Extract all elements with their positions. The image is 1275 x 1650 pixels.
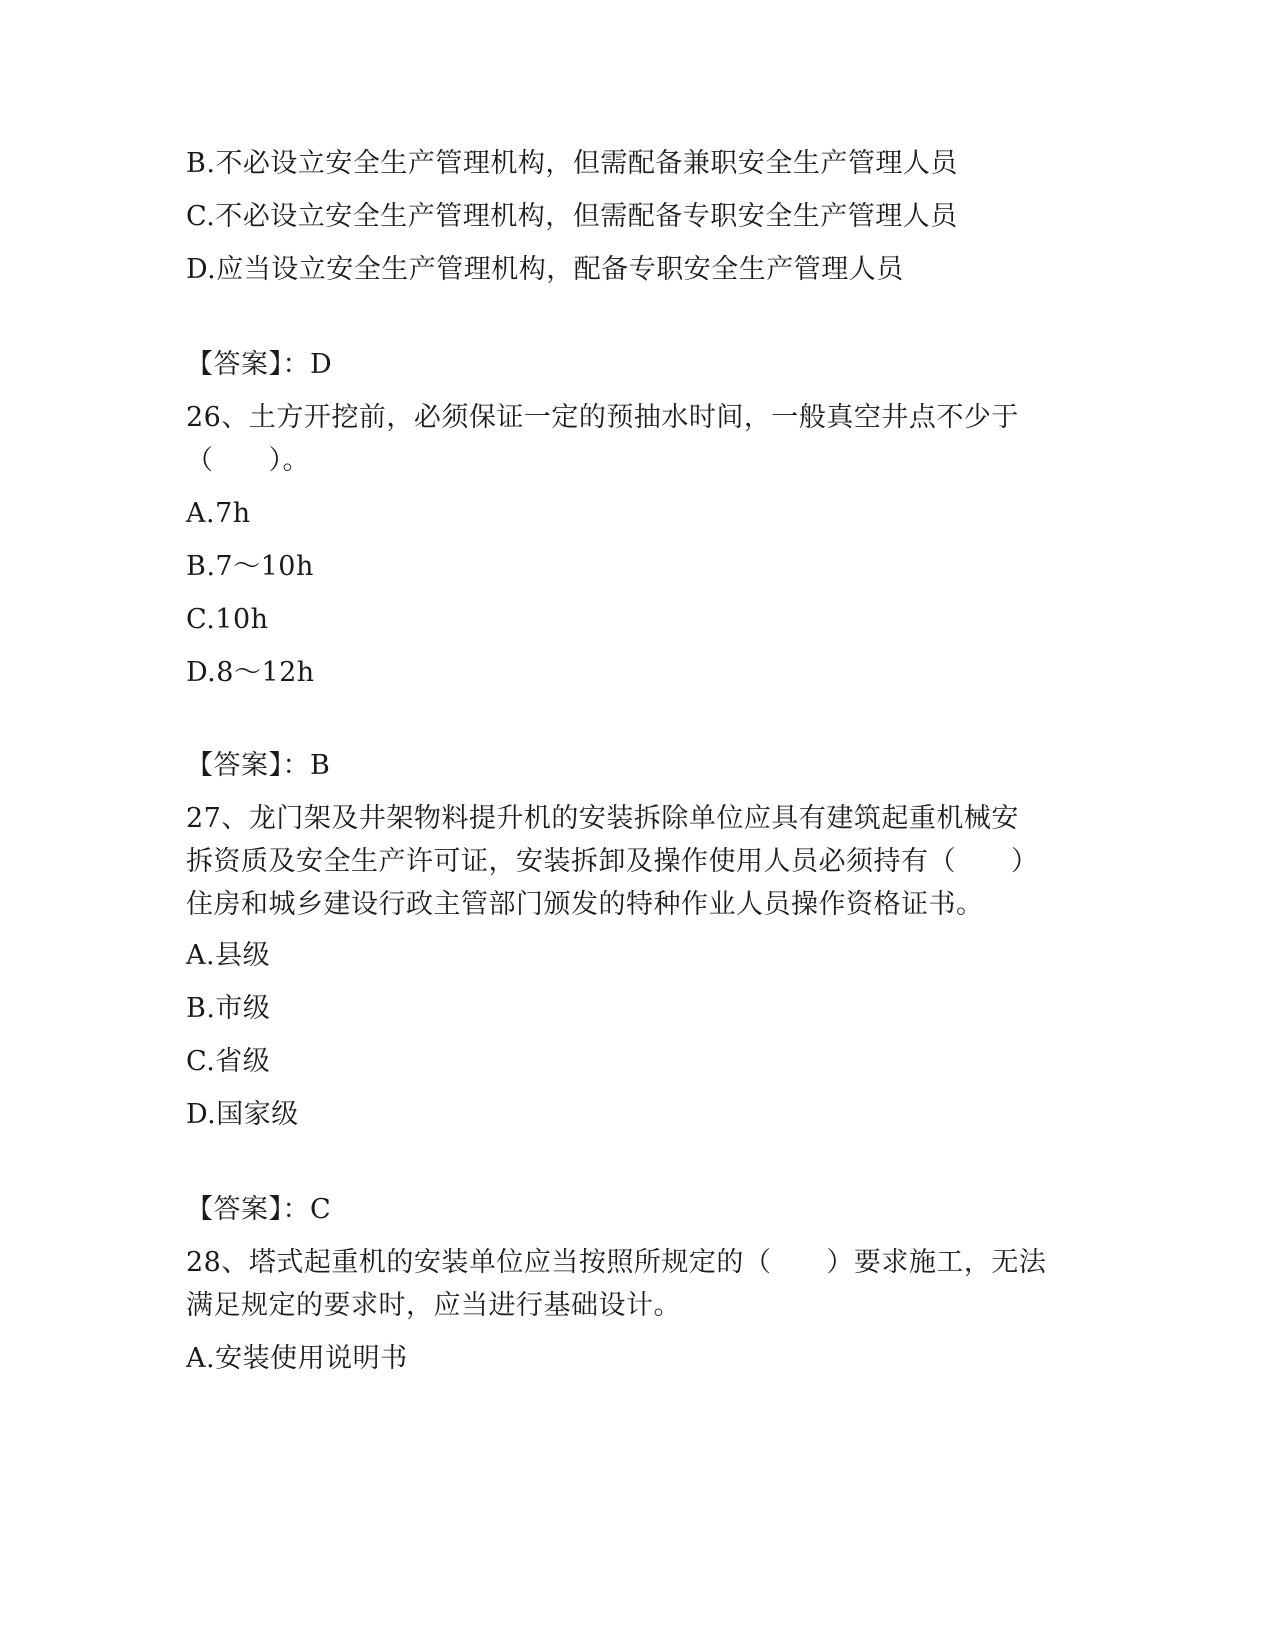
q26-option-d: D.8～12h [186, 657, 315, 688]
q27-option-c: C.省级 [186, 1046, 271, 1077]
q26-option-c: C.10h [186, 604, 269, 635]
prev-answer: 【答案】：D [186, 349, 333, 380]
prev-option-b: B.不必设立安全生产管理机构，但需配备兼职安全生产管理人员 [186, 148, 958, 179]
q27-answer: 【答案】：C [186, 1194, 332, 1225]
q26-stem-line-2: （ ）。 [186, 445, 310, 476]
q27-option-b: B.市级 [186, 993, 271, 1024]
q28-option-a: A.安装使用说明书 [186, 1343, 408, 1374]
prev-option-d: D.应当设立安全生产管理机构，配备专职安全生产管理人员 [186, 254, 904, 285]
q27-stem-line-3: 住房和城乡建设行政主管部门颁发的特种作业人员操作资格证书。 [186, 889, 984, 920]
q27-stem-line-1: 27、龙门架及井架物料提升机的安装拆除单位应具有建筑起重机械安 [186, 803, 1019, 834]
q26-stem-line-1: 26、土方开挖前，必须保证一定的预抽水时间，一般真空井点不少于 [186, 402, 1019, 433]
q27-option-a: A.县级 [186, 940, 271, 971]
q28-stem-line-1: 28、塔式起重机的安装单位应当按照所规定的（ ）要求施工，无法 [186, 1247, 1047, 1278]
q26-answer: 【答案】：B [186, 750, 331, 781]
q26-option-a: A.7h [186, 498, 251, 529]
q27-stem-line-2: 拆资质及安全生产许可证，安装拆卸及操作使用人员必须持有（ ） [186, 846, 1039, 877]
q27-option-d: D.国家级 [186, 1099, 299, 1130]
q26-option-b: B.7～10h [186, 551, 314, 582]
prev-option-c: C.不必设立安全生产管理机构，但需配备专职安全生产管理人员 [186, 201, 958, 232]
q28-stem-line-2: 满足规定的要求时，应当进行基础设计。 [186, 1290, 681, 1321]
